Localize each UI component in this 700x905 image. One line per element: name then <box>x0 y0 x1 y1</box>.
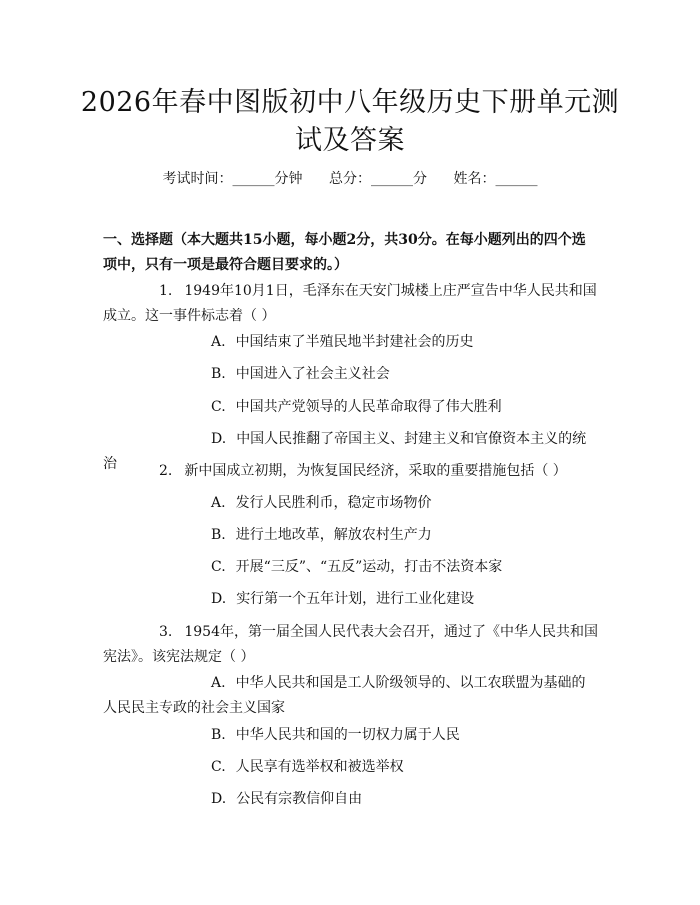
question-number: 1. <box>159 283 173 299</box>
question-number: 2. <box>159 463 173 479</box>
question-1-option-b <box>103 362 598 387</box>
option-letter: D. <box>211 431 227 447</box>
option-text: 实行第一个五年计划，进行工业化建设 <box>236 591 475 607</box>
option-text: 中国进入了社会主义社会 <box>235 366 390 382</box>
student-name-label: 姓名：______ <box>453 171 538 187</box>
option-letter: B. <box>211 727 226 743</box>
question-2-option-b <box>103 523 598 548</box>
section-heading: 一、选择题（本大题共15小题，每小题2分，共30分。在每小题列出的四个选项中，只有一项是最符合题目要求的。） <box>103 232 586 273</box>
option-text: 开展“三反”、“五反”运动，打击不法资本家 <box>235 559 503 575</box>
question-1-option-c <box>103 395 598 420</box>
question-number: 3. <box>159 624 173 640</box>
option-letter: A. <box>211 334 226 350</box>
exam-info-line <box>0 169 700 189</box>
option-letter: B. <box>211 527 226 543</box>
question-2-option-d <box>103 587 598 612</box>
option-text: 公民有宗教信仰自由 <box>236 791 363 807</box>
option-letter: A. <box>211 495 226 511</box>
option-letter: B. <box>211 366 226 382</box>
option-text: 中国结束了半殖民地半封建社会的历史 <box>235 334 474 350</box>
question-text: 1949年10月1日，毛泽东在天安门城楼上庄严宣告中华人民共和国成立。这一事件标志着（ ） <box>103 283 597 324</box>
document-title: 2026年春中图版初中八年级历史下册单元测试及答案 <box>80 87 620 156</box>
question-2 <box>103 459 598 484</box>
question-2-option-a <box>103 491 598 516</box>
question-3-option-c <box>103 755 598 780</box>
question-text: 1954年，第一届全国人民代表大会召开，通过了《中华人民共和国宪法》。该宪法规定（ ） <box>103 624 598 665</box>
question-3 <box>103 620 598 670</box>
question-3-option-d <box>103 787 598 812</box>
option-letter: C. <box>211 559 226 575</box>
option-text: 进行土地改革，解放农村生产力 <box>235 527 432 543</box>
option-text: 中华人民共和国的一切权力属于人民 <box>235 727 460 743</box>
question-3-option-b <box>103 723 598 748</box>
option-text: 人民享有选举权和被选举权 <box>235 759 404 775</box>
option-letter: C. <box>211 399 226 415</box>
option-text: 发行人民胜利币，稳定市场物价 <box>235 495 432 511</box>
option-text: 中华人民共和国是工人阶级领导的、以工农联盟为基础的人民民主专政的社会主义国家 <box>103 675 586 716</box>
question-1-option-a <box>103 330 598 355</box>
question-2-option-c <box>103 555 598 580</box>
question-1 <box>103 279 598 329</box>
option-text: 中国共产党领导的人民革命取得了伟大胜利 <box>235 399 502 415</box>
option-letter: A. <box>211 675 226 691</box>
option-letter: D. <box>211 591 227 607</box>
question-text: 新中国成立初期，为恢复国民经济，采取的重要措施包括（ ） <box>184 463 567 479</box>
option-letter: D. <box>211 791 227 807</box>
total-score-label: 总分：______分 <box>329 171 427 187</box>
question-3-option-a <box>103 671 598 721</box>
option-text: 中国人民推翻了帝国主义、封建主义和官僚资本主义的统治 <box>103 431 587 472</box>
option-letter: C. <box>211 759 226 775</box>
exam-time-label: 考试时间：______分钟 <box>162 171 303 187</box>
